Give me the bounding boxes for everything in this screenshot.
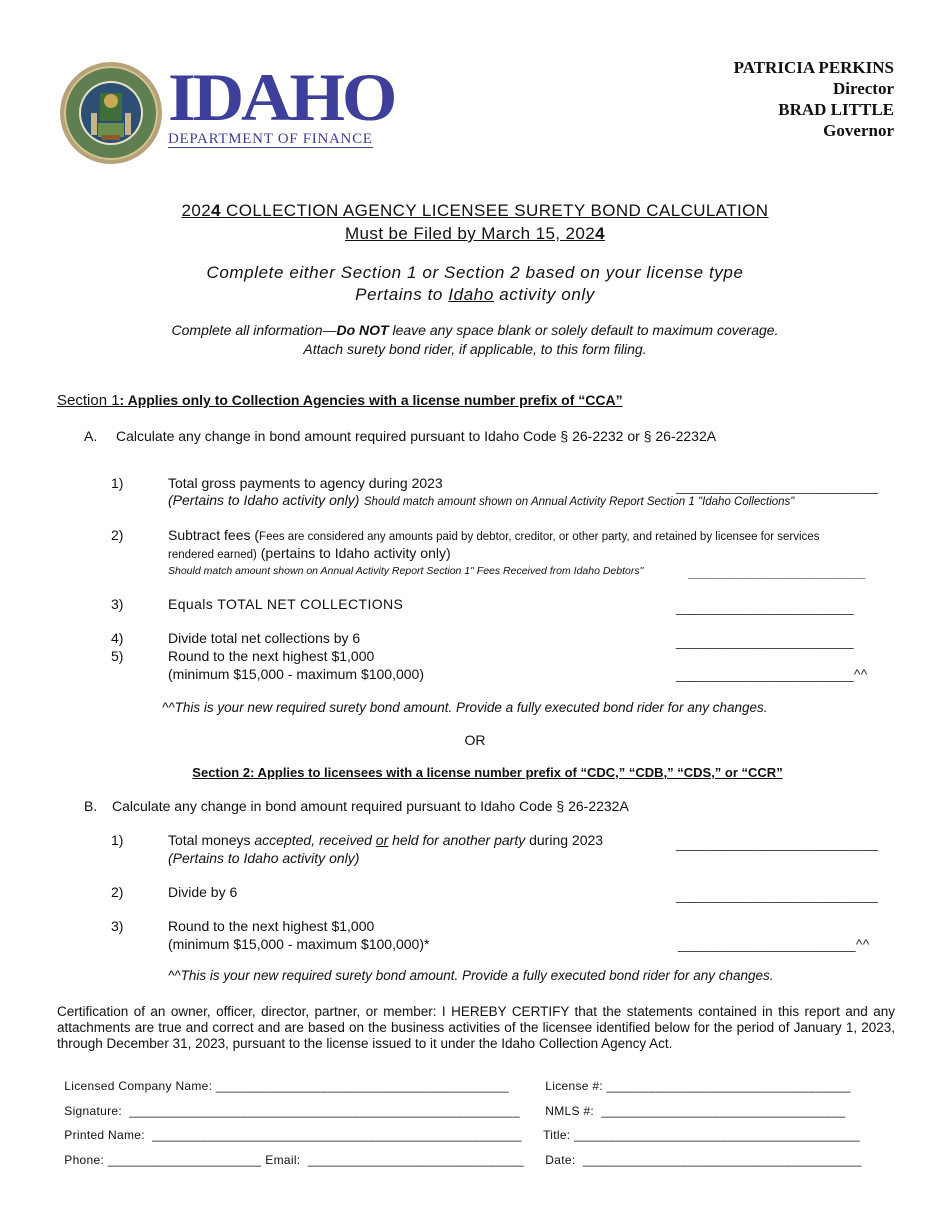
company-name-label: Licensed Company Name: — [64, 1079, 216, 1093]
instruction-section-choice: Complete either Section 1 or Section 2 based on your license type — [206, 263, 744, 282]
title-label: Title: — [543, 1128, 575, 1142]
phone-label: Phone: — [64, 1153, 108, 1167]
nmls-number-input[interactable]: ___________________________________ — [601, 1104, 846, 1118]
s1-item2-number: 2) — [111, 527, 124, 543]
company-name-input[interactable]: __________________________________________ — [215, 1079, 509, 1093]
section1-heading: Section 1: Applies only to Collection Agencies with a license number prefix of “CCA” — [57, 392, 623, 409]
s2-item2-text: Divide by 6 — [168, 884, 238, 900]
governor-name: BRAD LITTLE — [778, 100, 894, 119]
director-name: PATRICIA PERKINS — [733, 58, 894, 77]
instruction-complete-all: Complete all information—Do NOT leave any space blank or solely default to maximum coverage. — [171, 322, 779, 338]
s1-item5-range: (minimum $15,000 - maximum $100,000) — [168, 666, 424, 682]
director-title: Director — [832, 79, 894, 98]
phone-field[interactable] — [57, 1139, 261, 1167]
s1-item2-note: Should match amount shown on Annual Activity Report Section 1" Fees Received from Idaho Debtors" — [168, 565, 644, 577]
or-separator: OR — [464, 732, 486, 748]
s1-item2-text-cont: rendered earned) (pertains to Idaho activity only) — [168, 545, 451, 561]
title-input[interactable]: _________________________________________ — [574, 1128, 860, 1142]
s1-item3-number: 3) — [111, 596, 124, 612]
s1-item5-text: Round to the next highest $1,000 — [168, 648, 375, 664]
s1-item1-note: (Pertains to Idaho activity only) Should match amount shown on Annual Activity Report Section 1 "Idaho Collections" — [168, 492, 795, 508]
s2-item1-answer-line[interactable]: _________________________ — [676, 835, 879, 851]
item-a-letter: A. — [84, 428, 98, 444]
email-label: Email: — [265, 1153, 308, 1167]
s2-item3-number: 3) — [111, 918, 124, 934]
date-label: Date: — [545, 1153, 583, 1167]
officials-block — [734, 57, 894, 141]
s1-item1-number: 1) — [111, 475, 124, 491]
title-field[interactable] — [536, 1114, 860, 1142]
s2-item2-answer-line[interactable]: _________________________ — [676, 887, 879, 903]
license-number-label: License #: — [545, 1079, 607, 1093]
s1-item3-text: Equals TOTAL NET COLLECTIONS — [168, 596, 404, 612]
certification-statement: Certification of an owner, officer, director, partner, or member: I HEREBY CERTIFY that the statements contained in this report and any attachments are true and correct and are based on the business activities of the licensee identified below for the period of January 1, 2023, through December 31, 2023, pursuant to the license issued to it under the Idaho Collection Agency Act. — [57, 1004, 895, 1051]
s1-item2-answer-line[interactable]: ______________________ — [688, 564, 866, 580]
license-number-input[interactable]: ___________________________________ — [606, 1079, 851, 1093]
license-number-field[interactable] — [538, 1065, 851, 1093]
s2-footnote: ^^This is your new required surety bond amount. Provide a fully executed bond rider for any changes. — [168, 968, 774, 983]
s2-item3-range: (minimum $15,000 - maximum $100,000)* — [168, 936, 430, 952]
item-a-text: Calculate any change in bond amount required pursuant to Idaho Code § 26-2232 or § 26-2232A — [116, 428, 717, 444]
s2-item2-number: 2) — [111, 884, 124, 900]
form-title: 2024 COLLECTION AGENCY LICENSEE SURETY BOND CALCULATION — [181, 201, 769, 220]
filing-deadline: Must be Filed by March 15, 2024 — [345, 224, 605, 243]
s1-item5-number: 5) — [111, 648, 124, 664]
s2-item1-note: (Pertains to Idaho activity only) — [168, 850, 360, 866]
s2-item1-number: 1) — [111, 832, 124, 848]
item-b-text: Calculate any change in bond amount required pursuant to Idaho Code § 26-2232A — [112, 798, 629, 814]
instruction-idaho-only: Pertains to Idaho activity only — [355, 285, 595, 304]
item-b-letter: B. — [84, 798, 98, 814]
email-field[interactable] — [258, 1139, 524, 1167]
section2-heading: Section 2: Applies to licensees with a license number prefix of “CDC,” “CDB,” “CDS,” or “CCR” — [192, 765, 783, 780]
governor-title: Governor — [823, 121, 894, 140]
s1-item4-text: Divide total net collections by 6 — [168, 630, 361, 646]
s2-item3-text: Round to the next highest $1,000 — [168, 918, 375, 934]
s2-item3-answer-line[interactable]: ______________________^^ — [678, 936, 870, 952]
s1-item4-answer-line[interactable]: ______________________ — [676, 633, 854, 649]
date-field[interactable] — [538, 1139, 862, 1167]
s1-item2-text: Subtract fees (Fees are considered any amounts paid by debtor, creditor, or other party, and retained by licensee for services — [168, 527, 820, 543]
s1-footnote: ^^This is your new required surety bond amount. Provide a fully executed bond rider for any changes. — [162, 700, 768, 715]
printed-name-label: Printed Name: — [64, 1128, 153, 1142]
s1-item1-text: Total gross payments to agency during 2023 — [168, 475, 443, 491]
state-seal — [58, 61, 164, 165]
idaho-logo — [168, 59, 395, 148]
logo-subtitle: DEPARTMENT OF FINANCE — [168, 131, 373, 147]
company-name-field[interactable] — [57, 1065, 509, 1093]
signature-input[interactable]: ________________________________________________________ — [129, 1104, 520, 1118]
s1-item1-answer-line[interactable]: _________________________ — [676, 478, 879, 494]
s2-item1-text: Total moneys accepted, received or held for another party during 2023 — [168, 832, 604, 848]
nmls-number-label: NMLS #: — [545, 1104, 602, 1118]
s1-item3-answer-line[interactable]: ______________________ — [676, 599, 854, 615]
phone-input[interactable]: ______________________ — [107, 1153, 262, 1167]
s1-item4-number: 4) — [111, 630, 124, 646]
logo-wordmark: IDAHO — [168, 59, 395, 135]
printed-name-field[interactable] — [57, 1114, 522, 1142]
instruction-attach-rider: Attach surety bond rider, if applicable, to this form filing. — [303, 341, 647, 357]
s1-item5-answer-line[interactable]: ______________________^^ — [676, 666, 868, 682]
printed-name-input[interactable]: _____________________________________________________ — [152, 1128, 522, 1142]
date-input[interactable]: ________________________________________ — [582, 1153, 862, 1167]
email-input[interactable]: _______________________________ — [307, 1153, 524, 1167]
signature-label: Signature: — [64, 1104, 130, 1118]
